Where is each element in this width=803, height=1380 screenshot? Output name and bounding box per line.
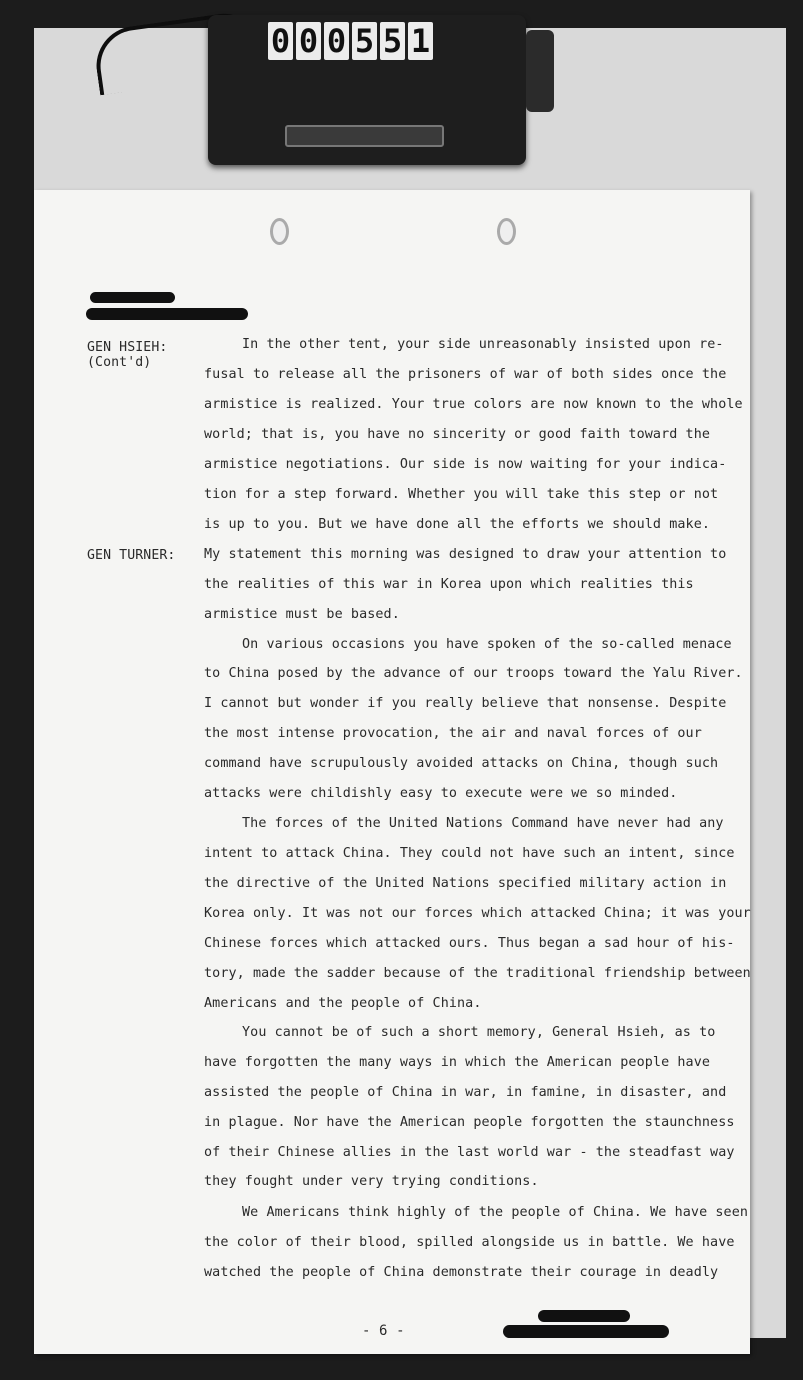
counter-digit: 0 <box>324 22 349 60</box>
text-line: attacks were childishly easy to execute were we so minded. <box>204 786 678 801</box>
text-line: fusal to release all the prisoners of war of both sides once the <box>204 367 727 382</box>
text-line: command have scrupulously avoided attacks on China, though such <box>204 756 719 771</box>
text-line: world; that is, you have no sincerity or good faith toward the <box>204 427 711 442</box>
page-number: - 6 - <box>362 1323 405 1339</box>
counter-digit: 5 <box>352 22 377 60</box>
counter-digit: 0 <box>268 22 293 60</box>
text-line: armistice negotiations. Our side is now waiting for your indica- <box>204 457 727 472</box>
counter-digit: 5 <box>380 22 405 60</box>
redaction-bar <box>538 1310 630 1322</box>
text-line: The forces of the United Nations Command have never had any <box>242 816 724 831</box>
speaker-continued: (Cont'd) <box>87 355 152 370</box>
text-line: You cannot be of such a short memory, General Hsieh, as to <box>242 1025 716 1040</box>
counter-digit: 1 <box>408 22 433 60</box>
text-line: armistice is realized. Your true colors are now known to the whole <box>204 397 743 412</box>
punch-hole <box>270 218 289 245</box>
text-line: the directive of the United Nations specified military action in <box>204 876 727 891</box>
text-line: have forgotten the many ways in which the American people have <box>204 1055 711 1070</box>
text-line: of their Chinese allies in the last world war - the steadfast way <box>204 1145 735 1160</box>
text-line: We Americans think highly of the people of China. We have seen <box>242 1205 749 1220</box>
text-line: Chinese forces which attacked ours. Thus began a sad hour of his- <box>204 936 735 951</box>
text-line: Korea only. It was not our forces which attacked China; it was your <box>204 906 751 921</box>
redaction-bar <box>86 308 248 320</box>
text-line: watched the people of China demonstrate their courage in deadly <box>204 1265 719 1280</box>
text-line: is up to you. But we have done all the efforts we should make. <box>204 517 711 532</box>
text-line: the realities of this war in Korea upon which realities this <box>204 577 694 592</box>
text-line: intent to attack China. They could not have such an intent, since <box>204 846 735 861</box>
redaction-bar <box>90 292 175 303</box>
text-line: the color of their blood, spilled alongside us in battle. We have <box>204 1235 735 1250</box>
text-line: I cannot but wonder if you really believe that nonsense. Despite <box>204 696 727 711</box>
counter-digit: 0 <box>296 22 321 60</box>
frame-counter-display <box>268 22 433 62</box>
speaker-label <box>87 340 167 370</box>
text-line: My statement this morning was designed to draw your attention to <box>204 547 727 562</box>
speaker-name: GEN TURNER: <box>87 548 176 563</box>
redaction-bar <box>503 1325 669 1338</box>
punch-hole <box>497 218 516 245</box>
counter-slot <box>285 125 444 147</box>
text-line: tion for a step forward. Whether you will take this step or not <box>204 487 719 502</box>
text-line: armistice must be based. <box>204 607 400 622</box>
counter-knob <box>526 30 554 112</box>
text-line: Americans and the people of China. <box>204 996 482 1011</box>
text-line: they fought under very trying conditions. <box>204 1174 539 1189</box>
text-line: assisted the people of China in war, in famine, in disaster, and <box>204 1085 727 1100</box>
text-line: to China posed by the advance of our troops toward the Yalu River. <box>204 666 743 681</box>
text-line: in plague. Nor have the American people forgotten the staunchness <box>204 1115 735 1130</box>
speaker-label <box>87 548 175 563</box>
text-line: the most intense provocation, the air and naval forces of our <box>204 726 702 741</box>
speaker-name: GEN HSIEH: <box>87 340 168 355</box>
text-line: In the other tent, your side unreasonably insisted upon re- <box>242 337 724 352</box>
text-line: tory, made the sadder because of the traditional friendship between <box>204 966 751 981</box>
text-line: On various occasions you have spoken of the so-called menace <box>242 637 732 652</box>
